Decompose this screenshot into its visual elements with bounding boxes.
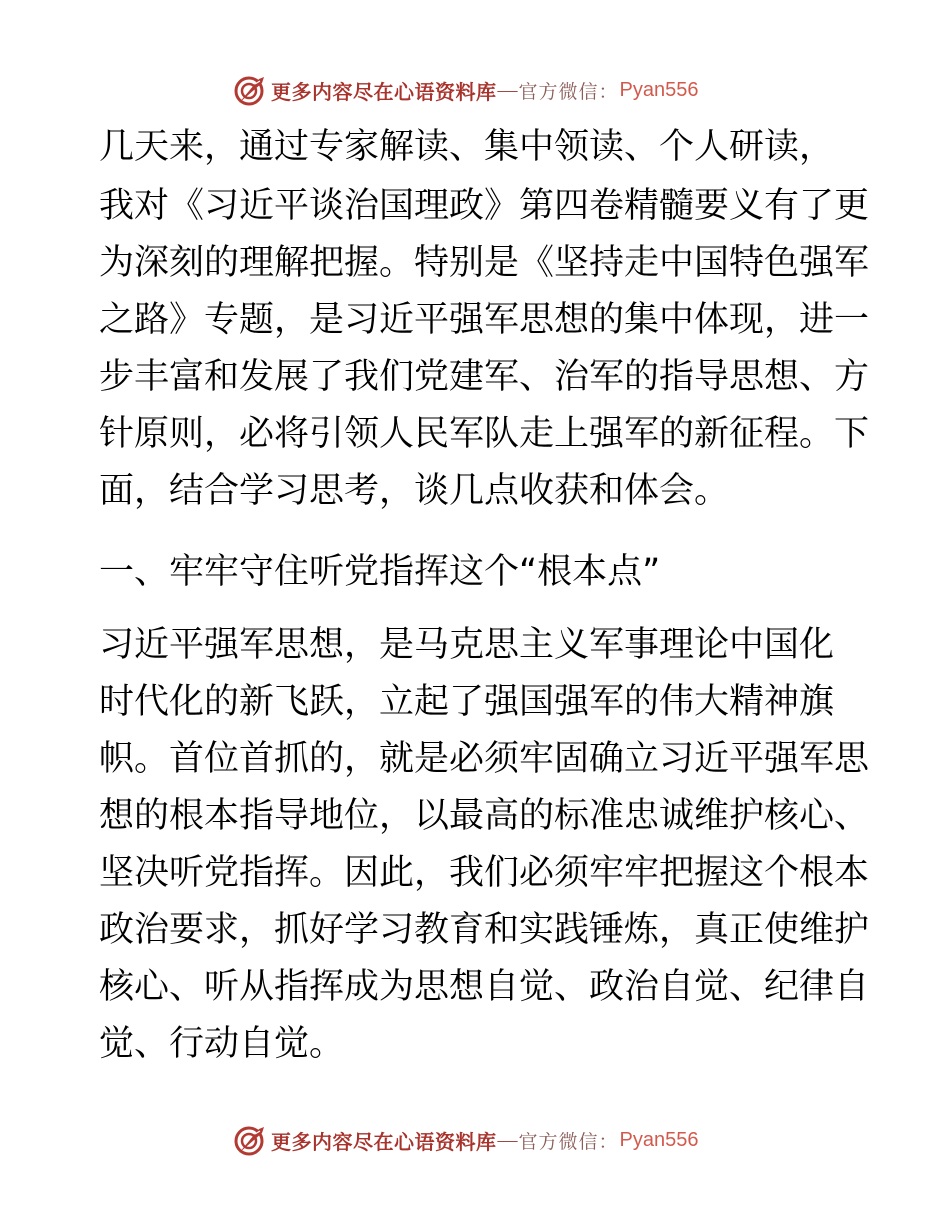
body-line: 我对《习近平谈治国理政》第四卷精髓要义有了更 xyxy=(99,186,870,226)
body-line: 核心、听从指挥成为思想自觉、政治自觉、纪律自 xyxy=(99,967,870,1007)
body-line: 面，结合学习思考，谈几点收获和体会。 xyxy=(99,471,730,511)
body-line: 为深刻的理解把握。特别是《坚持走中国特色强军 xyxy=(99,243,870,283)
body-line: 想的根本指导地位，以最高的标准忠诚维护核心、 xyxy=(99,796,870,836)
watermark-brand: 更多内容尽在心语资料库 xyxy=(271,1129,497,1154)
watermark-official-label: 官方微信： xyxy=(518,1130,619,1153)
body-line: 针原则，必将引领人民军队走上强军的新征程。下 xyxy=(99,414,870,454)
body-line: 觉、行动自觉。 xyxy=(99,1024,345,1064)
header-watermark xyxy=(233,72,698,108)
watermark-official-label: 官方微信： xyxy=(518,80,619,103)
body-line: 习近平强军思想，是马克思主义军事理论中国化 xyxy=(99,625,835,665)
watermark-brand: 更多内容尽在心语资料库 xyxy=(271,79,497,104)
body-line: 坚决听党指挥。因此，我们必须牢牢把握这个根本 xyxy=(99,853,870,893)
feather-logo-icon xyxy=(233,73,267,107)
body-line: 几天来，通过专家解读、集中领读、个人研读， xyxy=(99,127,835,167)
feather-logo-icon xyxy=(233,1123,267,1157)
body-line: 时代化的新飞跃，立起了强国强军的伟大精神旗 xyxy=(99,682,835,722)
body-line: 步丰富和发展了我们党建军、治军的指导思想、方 xyxy=(99,357,870,397)
watermark-wechat-id: Pyan556 xyxy=(619,1128,699,1151)
section-heading: 一、牢牢守住听党指挥这个“根本点” xyxy=(99,552,661,592)
body-line: 之路》专题，是习近平强军思想的集中体现，进一 xyxy=(99,300,870,340)
watermark-separator: — xyxy=(497,78,518,101)
footer-watermark xyxy=(233,1122,698,1158)
body-line: 帜。首位首抓的，就是必须牢固确立习近平强军思 xyxy=(99,739,870,779)
watermark-separator: — xyxy=(497,1128,518,1151)
watermark-wechat-id: Pyan556 xyxy=(619,78,699,101)
body-line: 政治要求，抓好学习教育和实践锤炼，真正使维护 xyxy=(99,910,870,950)
